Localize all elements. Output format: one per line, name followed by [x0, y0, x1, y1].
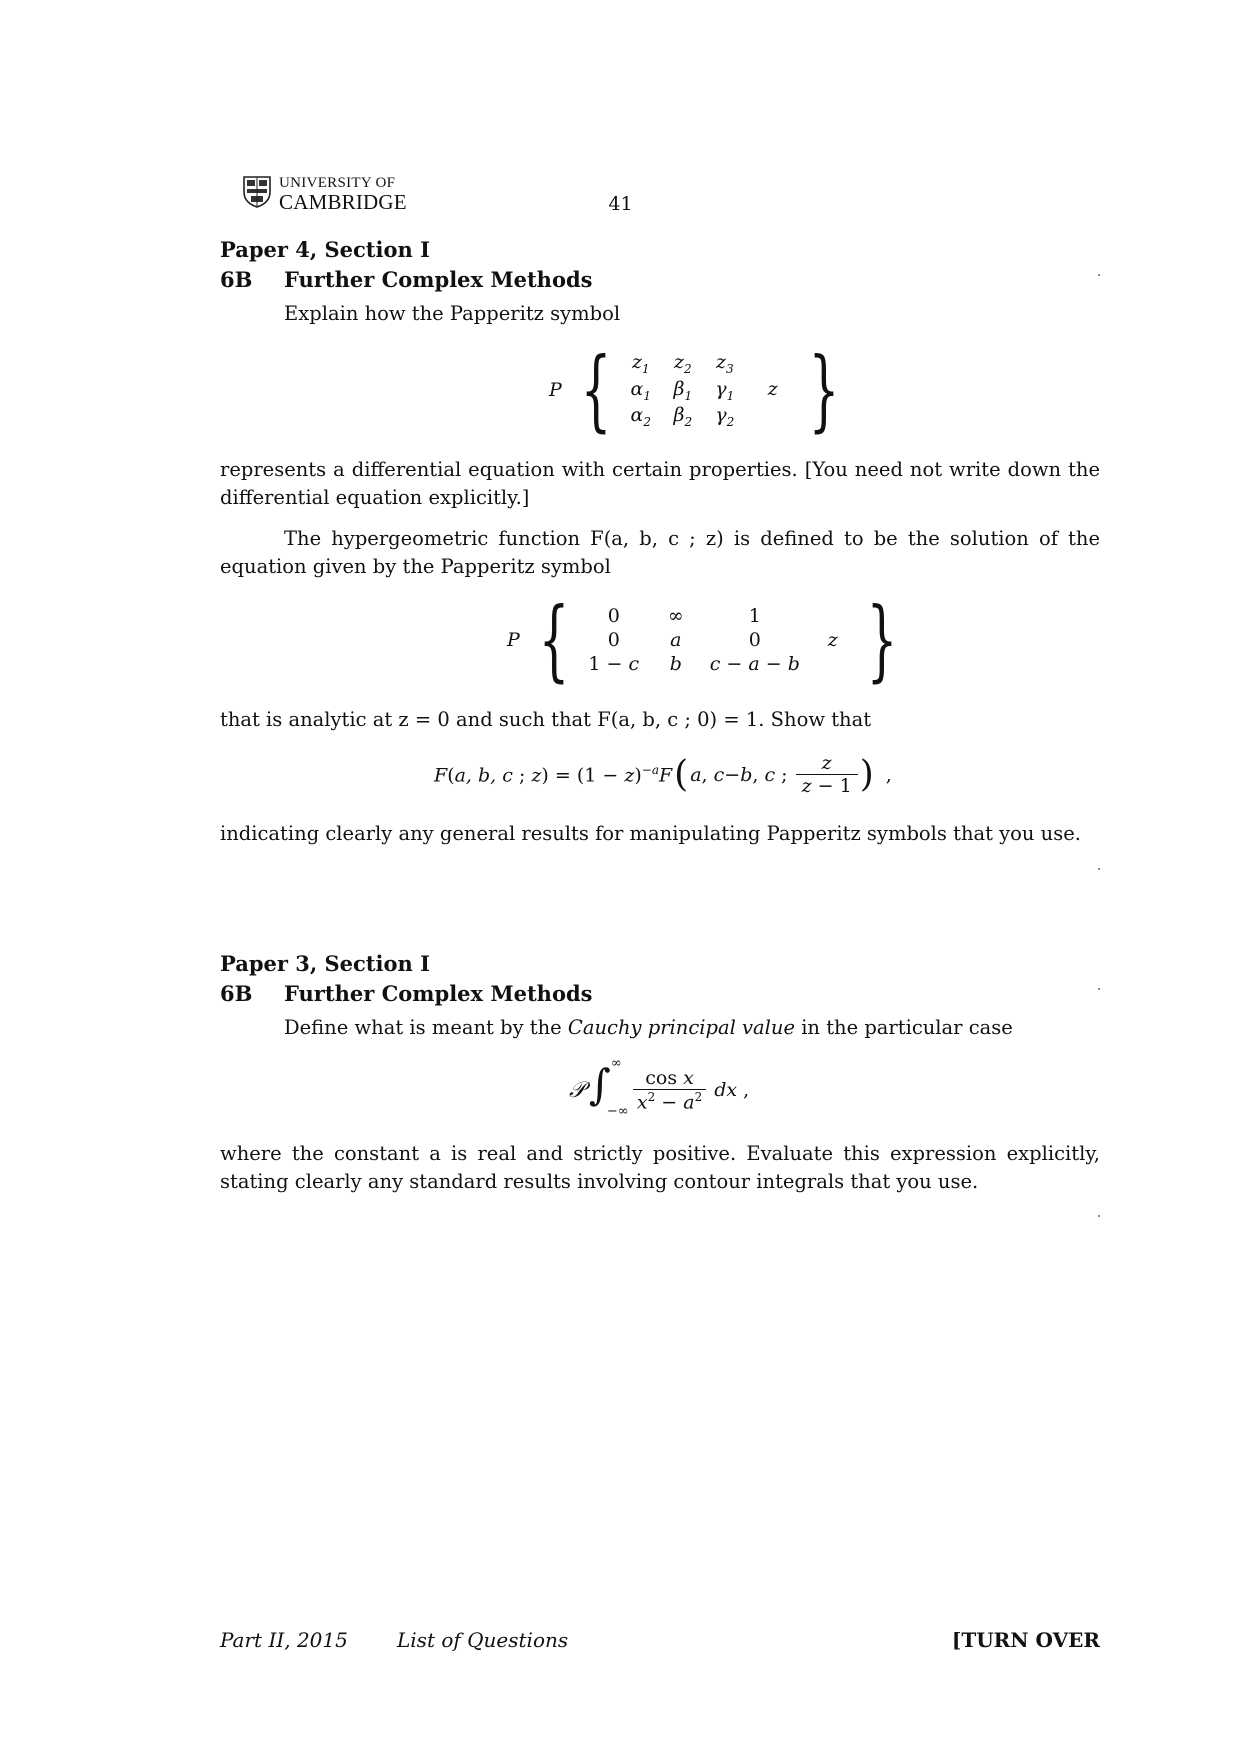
papperitz-symbol-2: P { 0 ∞ 1 0 a 0 z 1 − c b c − a − b } — [507, 588, 898, 691]
q2-number: 6B — [220, 981, 253, 1006]
principal-value-integral: 𝒫 ∫ ∞ −∞ cos x $x^2 - a^2$ dx , — [569, 1056, 750, 1119]
q1-paper-heading: Paper 4, Section I — [220, 237, 430, 262]
q2-intro: Define what is meant by the Cauchy principal value in the particular case — [284, 1016, 1013, 1039]
footer-turn-over: [TURN OVER — [951, 1628, 1100, 1652]
footer-list: List of Questions — [397, 1628, 569, 1652]
footer-part: Part II, 2015 — [220, 1628, 348, 1652]
q1-paragraph-3: that is analytic at z = 0 and such that F(a, b, c ; 0) = 1. Show that — [220, 708, 872, 731]
cauchy-term: Cauchy principal value — [567, 1016, 795, 1039]
papperitz-symbol-1: P { $z_1$ $z_2$ $z_3$ $\alpha_1$ $\beta_1$ $\gamma_1$ z $\alpha_2$ $\beta_2$ $\gamma_2$ } — [549, 338, 840, 441]
q1-paragraph-2: The hypergeometric function F(a, b, c ; z) is defined to be the solution of the equation given by the Papperitz symbol — [220, 527, 1100, 578]
q1-title: Further Complex Methods — [284, 267, 593, 292]
margin-mark — [1098, 868, 1100, 870]
q1-number: 6B — [220, 267, 253, 292]
page-number: 41 — [608, 193, 633, 215]
q2-paper-heading: Paper 3, Section I — [220, 951, 430, 976]
q1-paragraph-1: represents a differential equation with certain properties. [You need not write down the differential equation explicitly.] — [220, 458, 1100, 509]
margin-mark — [1098, 1215, 1100, 1217]
q2-paragraph-1: where the constant a is real and strictly positive. Evaluate this expression explicitly, stating clearly any standard results involving contour integrals that you use. — [220, 1142, 1100, 1193]
logo-line-1: UNIVERSITY OF — [279, 175, 396, 191]
logo-line-2: CAMBRIDGE — [279, 190, 407, 214]
q1-paragraph-4: indicating clearly any general results for manipulating Papperitz symbols that you use. — [220, 822, 1081, 845]
q1-intro: Explain how the Papperitz symbol — [284, 302, 621, 325]
margin-mark — [1098, 988, 1100, 990]
hypergeometric-formula: F(a, b, c ; $z) = (1 - z)^{-a}F$ ( a, c−b, c ; z z − 1 ) , — [434, 752, 892, 797]
q2-title: Further Complex Methods — [284, 981, 593, 1006]
margin-mark — [1098, 274, 1100, 276]
